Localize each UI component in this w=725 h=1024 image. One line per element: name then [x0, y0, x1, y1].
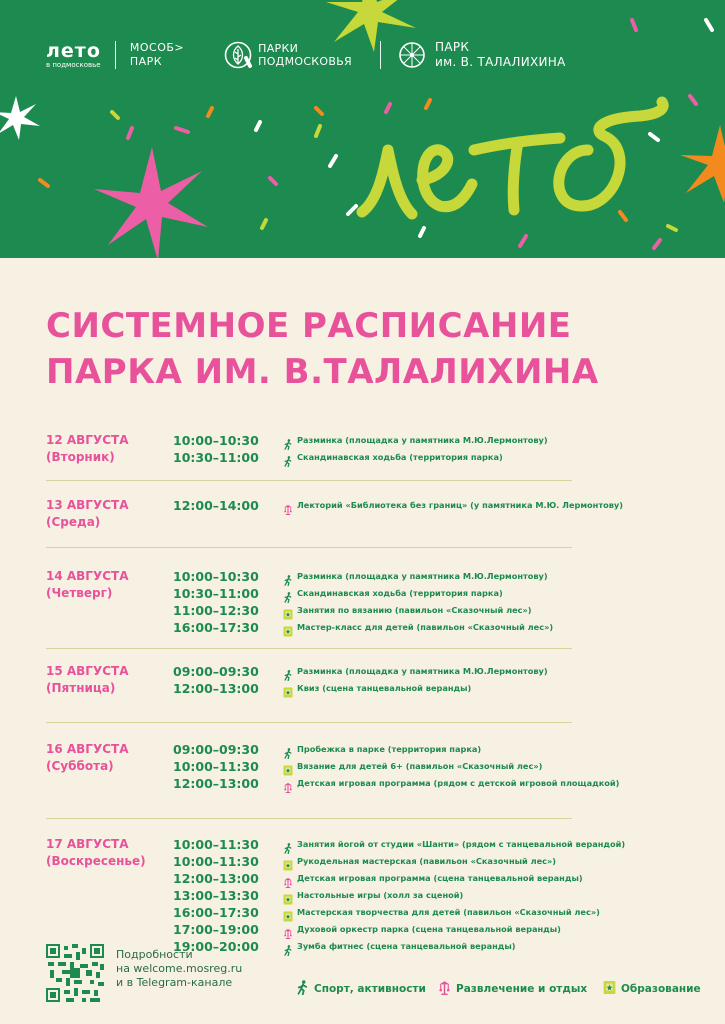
event-description: Зумба фитнес (сцена танцевальной веранды) — [297, 941, 516, 951]
event-description: Детская игровая программа (рядом с детской игровой площадкой) — [297, 778, 620, 788]
legend-fun: Развлечение и отдых — [438, 980, 587, 998]
event-description: Разминка (площадка у памятника М.Ю.Лермонтову) — [297, 435, 548, 445]
decorative-confetti — [0, 0, 725, 258]
book-icon — [283, 622, 293, 633]
event-time: 19:00–20:00 — [173, 939, 259, 954]
leaf-emblem-icon — [224, 41, 252, 69]
event-description: Лекторий «Библиотека без границ» (у памятника М.Ю. Лермонтову) — [297, 500, 623, 510]
event-description: Скандинавская ходьба (территория парка) — [297, 588, 503, 598]
carousel-icon — [283, 778, 293, 789]
book-icon — [603, 980, 616, 998]
event-description: Пробежка в парке (территория парка) — [297, 744, 482, 754]
day-date: 13 АВГУСТА — [46, 498, 129, 512]
event-time: 10:00–11:30 — [173, 854, 259, 869]
carousel-icon — [283, 924, 293, 935]
parki-podmoskovya-logo: ПАРКИ ПОДМОСКОВЬЯ — [224, 41, 352, 69]
page-title-line-2: ПАРКА ИМ. В.ТАЛАЛИХИНА — [46, 352, 599, 392]
runner-icon — [283, 839, 293, 850]
event-time: 16:00–17:30 — [173, 620, 259, 635]
runner-icon — [283, 452, 293, 463]
carousel-icon — [283, 873, 293, 884]
book-icon — [283, 605, 293, 616]
legend-sport: Спорт, активности — [296, 980, 426, 998]
leto-logo-text: лето — [46, 39, 101, 62]
event-time: 11:00–12:30 — [173, 603, 259, 618]
header-banner — [0, 0, 725, 258]
event-time: 16:00–17:30 — [173, 905, 259, 920]
book-icon — [283, 856, 293, 867]
event-time: 09:00–09:30 — [173, 742, 259, 757]
day-divider — [46, 818, 572, 819]
book-icon — [283, 683, 293, 694]
day-date-label — [46, 432, 129, 466]
partner-logos — [46, 40, 566, 70]
book-icon — [283, 890, 293, 901]
event-description: Скандинавская ходьба (территория парка) — [297, 452, 503, 462]
book-icon — [283, 907, 293, 918]
event-time: 12:00–13:00 — [173, 871, 259, 886]
day-date: 12 АВГУСТА — [46, 433, 129, 447]
footer-info: Подробности на welcome.mosreg.ru и в Telegram-канале — [116, 948, 243, 989]
event-time: 09:00–09:30 — [173, 664, 259, 679]
pink-star-icon — [94, 147, 208, 258]
event-description: Занятия йогой от студии «Шанти» (рядом с танцевальной верандой) — [297, 839, 626, 849]
day-weekday: (Среда) — [46, 515, 101, 529]
mosobpark-logo: МОСОБ> ПАРК — [129, 41, 185, 68]
white-star-icon — [0, 96, 40, 140]
runner-icon — [283, 571, 293, 582]
event-time: 12:00–13:00 — [173, 776, 259, 791]
page-title-line-1: СИСТЕМНОЕ РАСПИСАНИЕ — [46, 306, 572, 346]
logo-separator — [115, 41, 116, 69]
event-time: 10:00–10:30 — [173, 433, 259, 448]
carousel-icon — [283, 500, 293, 511]
page-title — [46, 303, 599, 395]
runner-icon — [283, 435, 293, 446]
runner-icon — [283, 588, 293, 599]
event-description: Настольные игры (холл за сценой) — [297, 890, 464, 900]
event-time: 13:00–13:30 — [173, 888, 259, 903]
event-time: 12:00–13:00 — [173, 681, 259, 696]
orange-star-icon — [680, 125, 725, 203]
event-time: 10:00–10:30 — [173, 569, 259, 584]
leto-logo-subtext: в подмосковье — [46, 60, 101, 69]
book-icon — [283, 761, 293, 772]
runner-icon — [283, 941, 293, 952]
event-time: 10:00–11:30 — [173, 759, 259, 774]
legend-edu: Образование — [603, 980, 701, 998]
day-divider — [46, 722, 572, 723]
park-talalikhina-logo: ПАРК им. В. ТАЛАЛИХИНА — [397, 40, 566, 70]
qr-code-icon — [46, 944, 104, 1002]
day-date-label — [46, 741, 129, 775]
event-description: Разминка (площадка у памятника М.Ю.Лермонтову) — [297, 571, 548, 581]
event-description: Вязание для детей 6+ (павильон «Сказочный лес») — [297, 761, 543, 771]
day-weekday: (Четверг) — [46, 586, 113, 600]
carousel-icon — [438, 980, 451, 998]
day-weekday: (Вторник) — [46, 450, 115, 464]
day-weekday: (Пятница) — [46, 681, 116, 695]
day-date: 16 АВГУСТА — [46, 742, 129, 756]
event-description: Рукодельная мастерская (павильон «Сказочный лес») — [297, 856, 557, 866]
runner-icon — [296, 980, 309, 998]
event-description: Занятия по вязанию (павильон «Сказочный лес») — [297, 605, 532, 615]
event-description: Детская игровая программа (сцена танцевальной веранды) — [297, 873, 583, 883]
day-divider — [46, 648, 572, 649]
event-time: 10:30–11:00 — [173, 586, 259, 601]
leto-script-logo — [362, 102, 663, 214]
event-description: Мастер-класс для детей (павильон «Сказочный лес») — [297, 622, 554, 632]
day-date-label — [46, 663, 129, 697]
event-time: 10:00–11:30 — [173, 837, 259, 852]
event-time: 17:00–19:00 — [173, 922, 259, 937]
day-date: 15 АВГУСТА — [46, 664, 129, 678]
event-time: 12:00–14:00 — [173, 498, 259, 513]
day-weekday: (Суббота) — [46, 759, 114, 773]
event-time: 10:30–11:00 — [173, 450, 259, 465]
event-description: Духовой оркестр парка (сцена танцевальной веранды) — [297, 924, 561, 934]
day-divider — [46, 480, 572, 481]
website-link-text[interactable]: на welcome.mosreg.ru — [116, 962, 243, 975]
day-date: 17 АВГУСТА — [46, 837, 129, 851]
event-description: Квиз (сцена танцевальной веранды) — [297, 683, 472, 693]
day-weekday: (Воскресенье) — [46, 854, 146, 868]
ferris-wheel-icon — [397, 40, 427, 70]
day-date: 14 АВГУСТА — [46, 569, 129, 583]
runner-icon — [283, 666, 293, 677]
event-description: Мастерская творчества для детей (павильон «Сказочный лес») — [297, 907, 600, 917]
leto-logo — [46, 41, 101, 70]
day-divider — [46, 547, 572, 548]
day-date-label — [46, 836, 146, 870]
event-description: Разминка (площадка у памятника М.Ю.Лермонтову) — [297, 666, 548, 676]
day-date-label — [46, 568, 129, 602]
runner-icon — [283, 744, 293, 755]
logo-separator — [380, 41, 381, 69]
day-date-label — [46, 497, 129, 531]
